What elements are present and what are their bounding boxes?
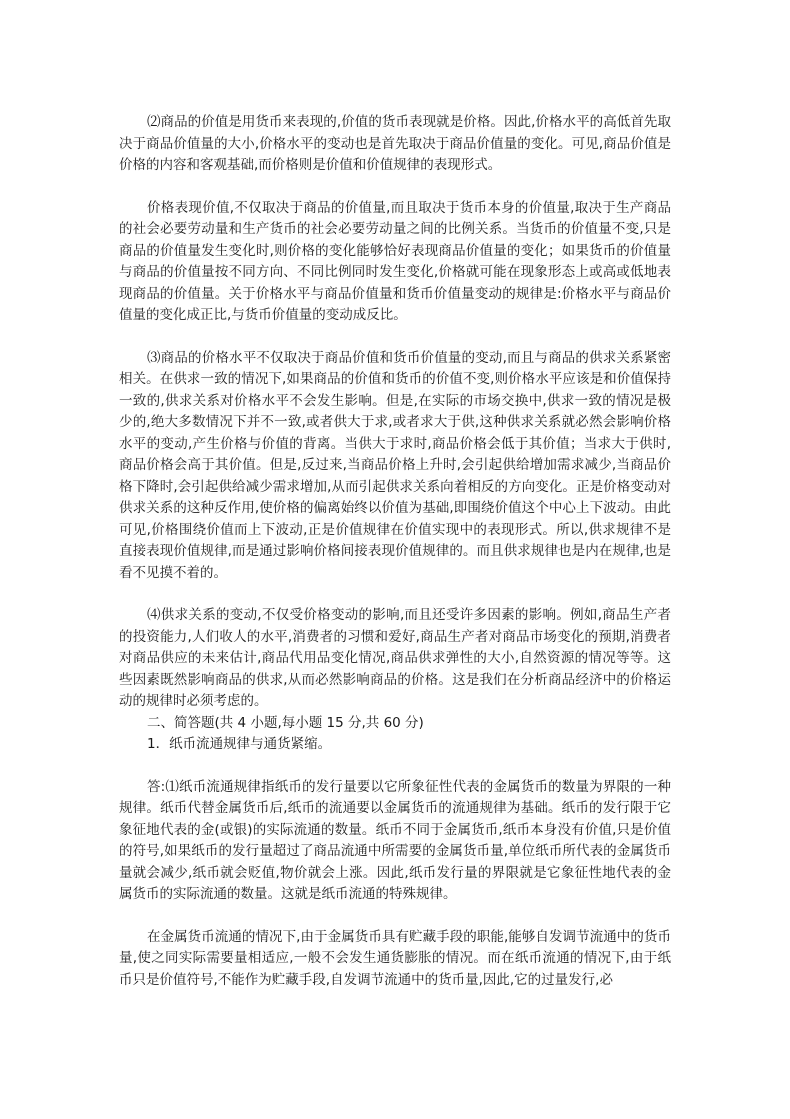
paragraph-supply-factors: ⑷供求关系的变动,不仅受价格变动的影响,而且还受许多因素的影响。例如,商品生产者的投资能力,人们收人的水平,消费者的习惯和爱好,商品生产者对商品市场变化的预期,消费者对商品供应的未来估计,商品代用品变化情况,商品供求弹性的大小,自然资源的情况等等。这些因素既然影响商品的供求,从而必然影响商品的价格。这是我们在分析商品经济中的价格运动的规律时必须考虑的。 (119, 607, 671, 709)
paragraph-supply-demand: ⑶商品的价格水平不仅取决于商品价值和货币价值量的变动,而且与商品的供求关系紧密相关。在供求一致的情况下,如果商品的价值和货币的价值不变,则价格水平应该是和价值保持一致的,供求关系对价格水平不会发生影响。但是,在实际的市场交换中,供求一致的情况是极少的,绝大多数情况下并不一致,或者供大于求,或者求大于供,这种供求关系就必然会影响价格水平的变动,产生价格与价值的背离。当供大于求时,商品价格会低于其价值；当求大于供时,商品价格会高于其价值。但是,反过来,当商品价格上升时,会引起供给增加需求减少,当商品价格下降时,会引起供给减少需求增加,从而引起供求关系向着相反的方向变化。正是价格变动对供求关系的这种反作用,使价格的偏离始终以价值为基础,即围绕价值这个中心上下波动。由此可见,价格围绕价值而上下波动,正是价值规律在价值实现中的表现形式。所以,供求规律不是直接表现价值规律,而是通过影响价格间接表现价值规律的。而且供求规律也是内在规律,也是看不见摸不着的。 (119, 349, 671, 581)
section-heading: 二、简答题(共 4 小题,每小题 15 分,共 60 分) (147, 714, 424, 731)
answer-paragraph-paper-money: 答:⑴纸币流通规律指纸币的发行量要以它所象征性代表的金属货币的数量为界限的一种规律。纸币代替金属货币后,纸币的流通要以金属货币的流通规律为基础。纸币的发行限于它象征地代表的金(或银)的实际流通的数量。纸币不同于金属货币,纸币本身没有价值,只是价值的符号,如果纸币的发行量超过了商品流通中所需要的金属货币量,单位纸币所代表的金属货币量就会减少,纸币就会贬值,物价就会上涨。因此,纸币发行量的界限就是它象征性地代表的金属货币的实际流通的数量。这就是纸币流通的特殊规律。 (119, 778, 671, 902)
document-page (119, 112, 671, 991)
paragraph-price-value: ⑵商品的价值是用货币来表现的,价值的货币表现就是价格。因此,价格水平的高低首先取决于商品价值量的大小,价格水平的变动也是首先取决于商品价值量的变化。可见,商品价值是价格的内容和客观基础,而价格则是价值和价值规律的表现形式。 (119, 114, 671, 173)
paragraph-price-expression: 价格表现价值,不仅取决于商品的价值量,而且取决于货币本身的价值量,取决于生产商品的社会必要劳动量和生产货币的社会必要劳动量之间的比例关系。当货币的价值量不变,只是商品的价值量发生变化时,则价格的变化能够恰好表现商品价值量的变化；如果货币的价值量与商品的价值量按不同方向、不同比例同时发生变化,价格就可能在现象形态上或高或低地表现商品的价值量。关于价格水平与商品价值量和货币价值量变动的规律是:价格水平与商品价值量的变化成正比,与货币价值量的变动成反比。 (119, 199, 671, 323)
question-title: 1．纸币流通规律与通货紧缩。 (147, 736, 332, 752)
answer-paragraph-metal-money: 在金属货币流通的情况下,由于金属货币具有贮藏手段的职能,能够自发调节流通中的货币量,使之同实际需要量相适应,一般不会发生通货膨胀的情况。而在纸币流通的情况下,由于纸币只是价值符号,不能作为贮藏手段,自发调节流通中的货币量,因此,它的过量发行,必 (119, 928, 671, 988)
